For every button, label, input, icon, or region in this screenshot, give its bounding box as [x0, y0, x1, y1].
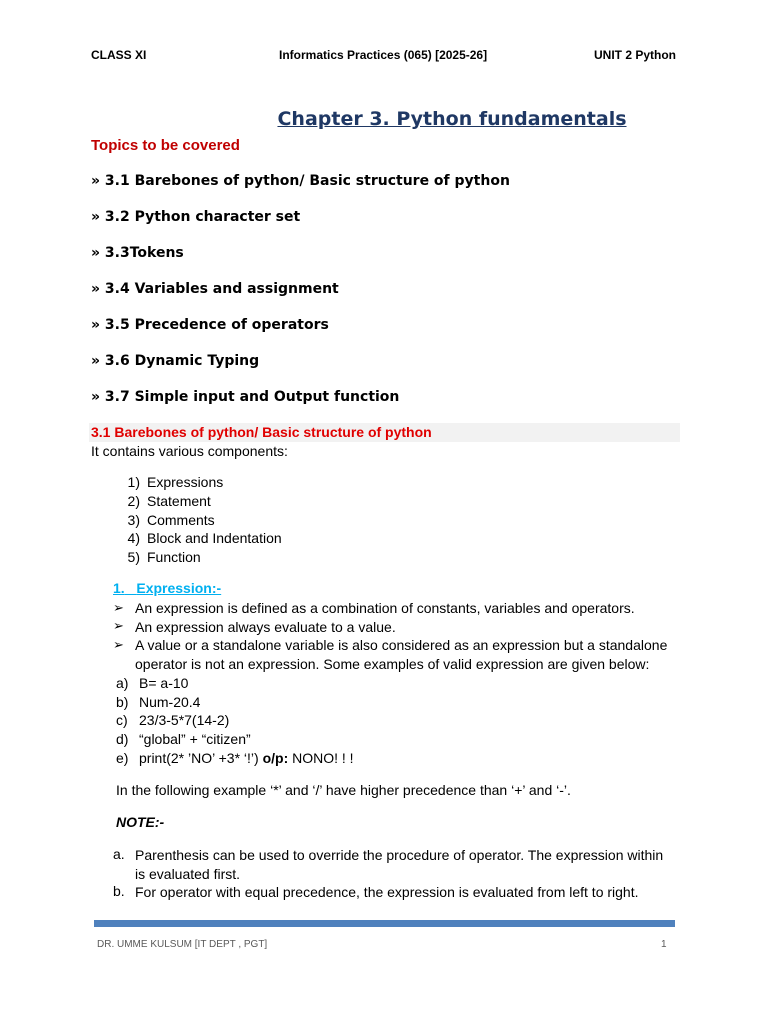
- example-text: Num-20.4: [139, 694, 201, 710]
- note-label: a.: [113, 846, 125, 862]
- example-code: print(2* ’NO’ +3* ‘!’): [139, 750, 259, 766]
- output-label: o/p:: [262, 750, 289, 766]
- topic-item: » 3.7 Simple input and Output function: [91, 389, 400, 405]
- header-subject: Informatics Practices (065) [2025-26]: [279, 48, 488, 62]
- list-number: 3): [127, 512, 140, 528]
- list-item: Statement: [147, 493, 211, 509]
- example-label: b): [116, 694, 129, 710]
- list-number: 2): [127, 493, 140, 509]
- list-item: Block and Indentation: [147, 530, 282, 546]
- example-label: d): [116, 731, 129, 747]
- bullet-text: A value or a standalone variable is also considered as an expression but a standalone operator is not an expression. Some examples of valid expression are given below:: [135, 637, 668, 672]
- note-label: b.: [113, 883, 125, 899]
- topic-item: » 3.3Tokens: [91, 245, 184, 261]
- expression-heading: [113, 580, 221, 596]
- header-unit: UNIT 2 Python: [594, 48, 677, 62]
- arrow-bullet-icon: ➢: [113, 600, 124, 615]
- example-label: a): [116, 675, 129, 691]
- section-title: 3.1 Barebones of python/ Basic structure of python: [91, 424, 432, 440]
- example-text: B= a-10: [139, 675, 189, 691]
- arrow-bullet-icon: ➢: [113, 618, 124, 633]
- bullet-text: An expression is defined as a combination of constants, variables and operators.: [135, 600, 635, 616]
- note-text: Parenthesis can be used to override the procedure of operator. The expression within is evaluated first.: [135, 847, 664, 882]
- precedence-text: In the following example ‘*’ and ‘/’ have higher precedence than ‘+’ and ‘-’.: [116, 782, 571, 798]
- list-number: 4): [127, 530, 140, 546]
- topic-item: » 3.2 Python character set: [91, 209, 301, 225]
- list-number: 5): [127, 549, 140, 565]
- chapter-title: Chapter 3. Python fundamentals: [277, 108, 627, 130]
- note-heading: NOTE:-: [116, 814, 165, 830]
- arrow-bullet-icon: ➢: [113, 637, 124, 652]
- section-intro: It contains various components:: [91, 443, 288, 459]
- topic-item: » 3.5 Precedence of operators: [91, 317, 329, 333]
- bullet-text: An expression always evaluate to a value.: [135, 619, 396, 635]
- note-text: For operator with equal precedence, the expression is evaluated from left to right.: [135, 884, 639, 900]
- topic-item: » 3.4 Variables and assignment: [91, 281, 339, 297]
- expression-heading-number: 1.: [113, 580, 125, 596]
- example-label: e): [116, 750, 129, 766]
- page-number: 1: [661, 939, 667, 950]
- example-text: 23/3-5*7(14-2): [139, 712, 230, 728]
- example-label: c): [116, 712, 128, 728]
- footer-divider: [94, 920, 675, 927]
- topics-heading: Topics to be covered: [91, 137, 240, 154]
- header-class: CLASS XI: [91, 48, 147, 62]
- topic-item: » 3.6 Dynamic Typing: [91, 353, 260, 369]
- list-item: Function: [147, 549, 201, 565]
- expression-heading-text: Expression:-: [136, 580, 222, 596]
- example-text: “global” + “citizen”: [139, 731, 251, 747]
- list-item: Comments: [147, 512, 215, 528]
- list-number: 1): [127, 474, 140, 490]
- topic-item: » 3.1 Barebones of python/ Basic structure of python: [91, 173, 510, 189]
- example-text: [139, 750, 354, 766]
- output-value: NONO! ! !: [292, 750, 354, 766]
- list-item: Expressions: [147, 474, 224, 490]
- footer-author: DR. UMME KULSUM [IT DEPT , PGT]: [97, 939, 268, 950]
